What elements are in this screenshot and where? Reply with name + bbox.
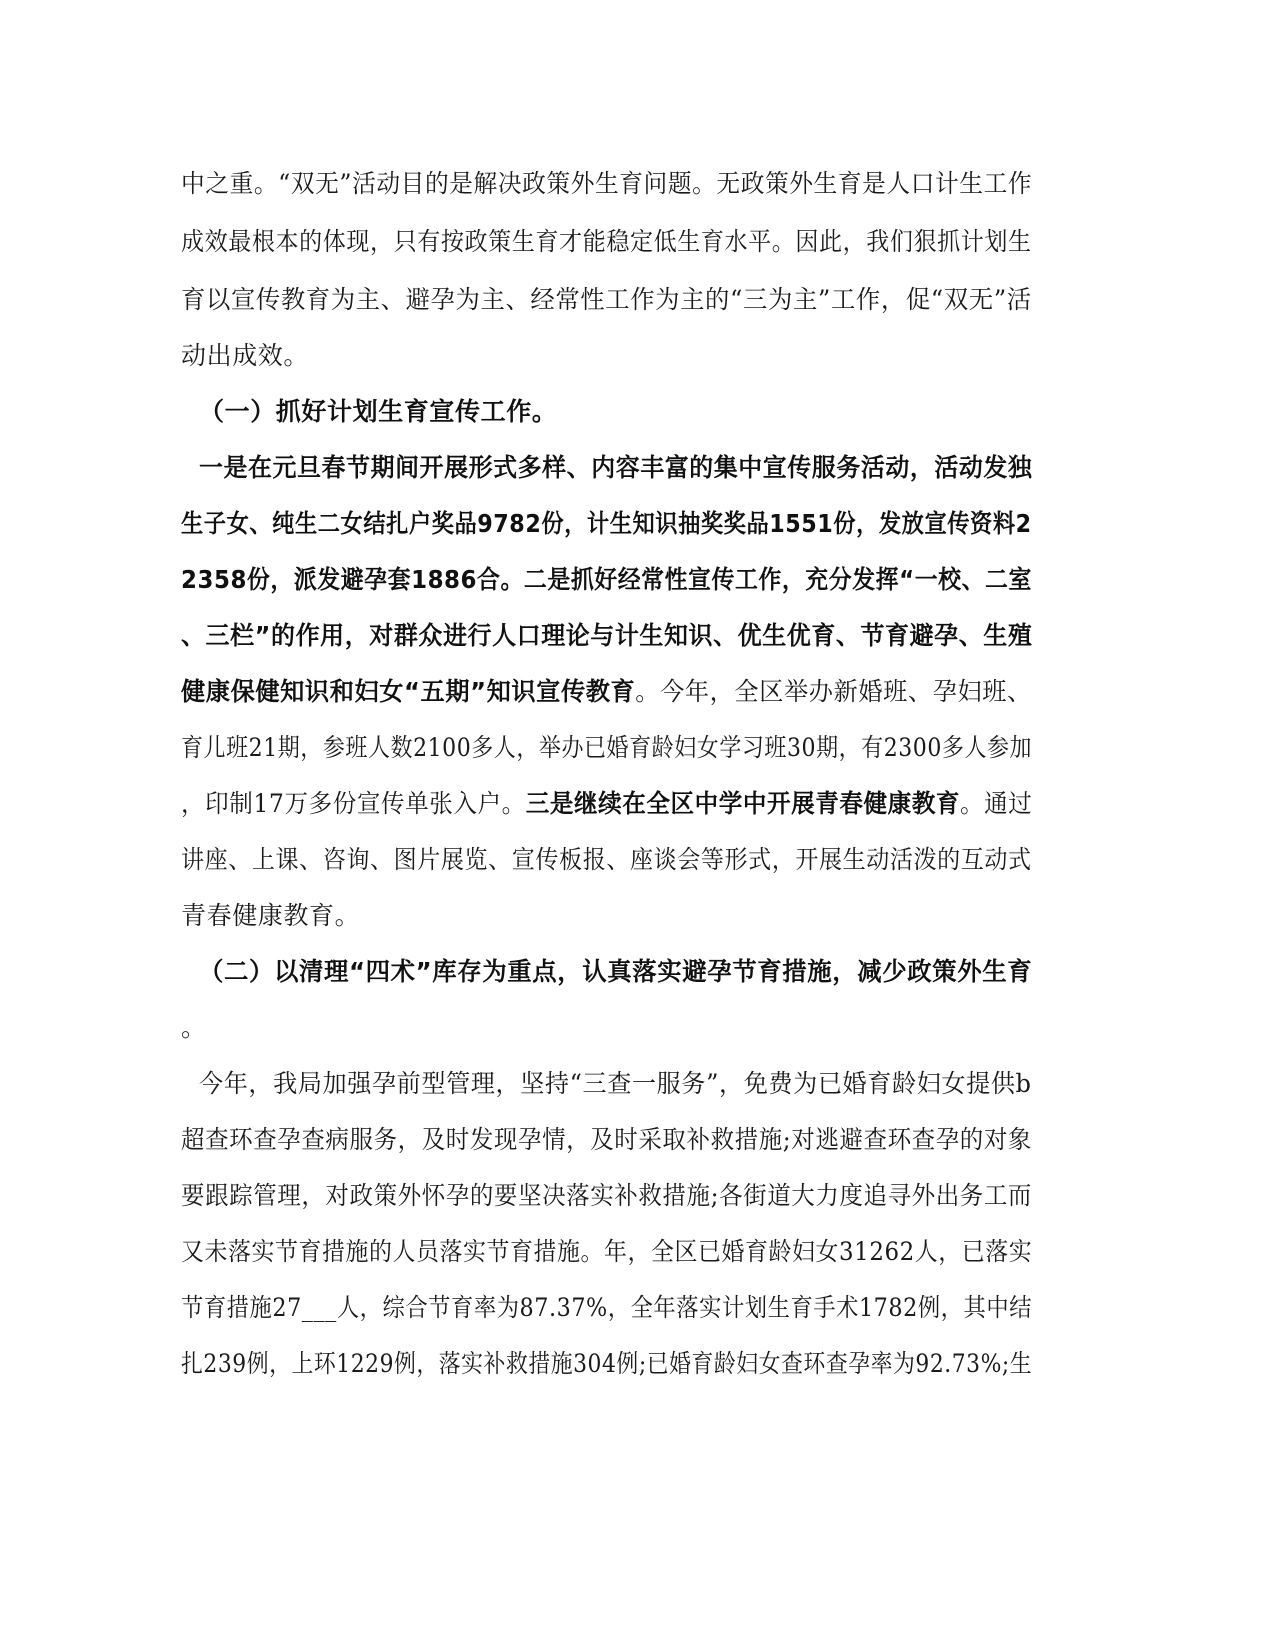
text-line xyxy=(181,844,1032,876)
text-line xyxy=(181,564,1032,596)
text-line xyxy=(181,226,1032,258)
text-line xyxy=(181,620,1032,652)
text-run: 成效最根本的体现，只有按政策生育才能稳定低生育水平。因此，我们狠抓计划生 xyxy=(181,227,1032,256)
text-line xyxy=(181,1292,1032,1324)
text-line xyxy=(181,284,1032,316)
text-run: 育以宣传教育为主、避孕为主、经常性工作为主的“三为主”工作，促“双无”活 xyxy=(181,285,1032,314)
text-line xyxy=(181,1124,1032,1156)
text-line xyxy=(199,452,1032,484)
bold-text-run: 一是在元旦春节期间开展形式多样、内容丰富的集中宣传服务活动，活动发独 xyxy=(199,453,1033,482)
text-run: 讲座、上课、咨询、图片展览、宣传板报、座谈会等形式，开展生动活泼的互动式 xyxy=(181,845,1032,874)
text-run: 青春健康教育。 xyxy=(181,901,361,930)
text-run: 。 xyxy=(181,1013,207,1042)
text-run: 。今年，全区举办新婚班、孕妇班、 xyxy=(635,677,1032,706)
bold-text-run: 2358份，派发避孕套1886合。二是抓好经常性宣传工作，充分发挥“一校、二室 xyxy=(181,565,1032,594)
text-run: 中之重。“双无”活动目的是解决政策外生育问题。无政策外生育是人口计生工作 xyxy=(181,169,1033,198)
text-run: 扎239例，上环1229例，落实补救措施304例;已婚育龄妇女查环查孕率为92.73%;生 xyxy=(181,1349,1033,1378)
text-line xyxy=(181,168,1032,200)
bold-text-run: 、三栏”的作用，对群众进行人口理论与计生知识、优生优育、节育避孕、生殖 xyxy=(181,621,1033,650)
text-line xyxy=(199,956,1032,988)
text-run: 超查环查孕查病服务，及时发现孕情，及时采取补救措施;对逃避查环查孕的对象 xyxy=(181,1125,1033,1154)
bold-text-run: （一）抓好计划生育宣传工作。 xyxy=(199,397,558,426)
bold-text-run: 生子女、纯生二女结扎户奖品9782份，计生知识抽奖奖品1551份，发放宣传资料2 xyxy=(181,509,1032,538)
text-run: 要跟踪管理，对政策外怀孕的要坚决落实补救措施;各街道大力度追寻外出务工而 xyxy=(181,1181,1033,1210)
text-line xyxy=(181,732,1032,764)
text-line xyxy=(181,900,360,932)
text-run: 又未落实节育措施的人员落实节育措施。年，全区已婚育龄妇女31262人，已落实 xyxy=(181,1237,1033,1266)
text-line xyxy=(181,788,1032,820)
text-run: 节育措施27___人，综合节育率为87.37%，全年落实计划生育手术1782例，其中结 xyxy=(181,1293,1033,1322)
text-run: 动出成效。 xyxy=(181,341,310,370)
text-line xyxy=(199,396,557,428)
bold-text-run: （二）以清理“四术”库存为重点，认真落实避孕节育措施，减少政策外生育 xyxy=(199,957,1033,986)
text-run: 育儿班21期，参班人数2100多人，举办已婚育龄妇女学习班30期，有2300多人参加 xyxy=(181,733,1033,762)
text-line xyxy=(181,1012,207,1044)
text-line xyxy=(181,1348,1032,1380)
text-line xyxy=(181,340,309,372)
bold-text-run: 三是继续在全区中学中开展青春健康教育 xyxy=(525,789,961,818)
text-run: 今年，我局加强孕前型管理，坚持“三查一服务”，免费为已婚育龄妇女提供b xyxy=(199,1069,1032,1098)
text-run: 。通过 xyxy=(960,789,1033,818)
bold-text-run: 健康保健知识和妇女“五期”知识宣传教育 xyxy=(181,677,636,706)
text-line xyxy=(181,1236,1032,1268)
text-line xyxy=(199,1068,1032,1100)
text-line xyxy=(181,1180,1032,1212)
text-line xyxy=(181,676,1032,708)
text-run: ，印制17万多份宣传单张入户。 xyxy=(181,789,526,818)
text-line xyxy=(181,508,1032,540)
